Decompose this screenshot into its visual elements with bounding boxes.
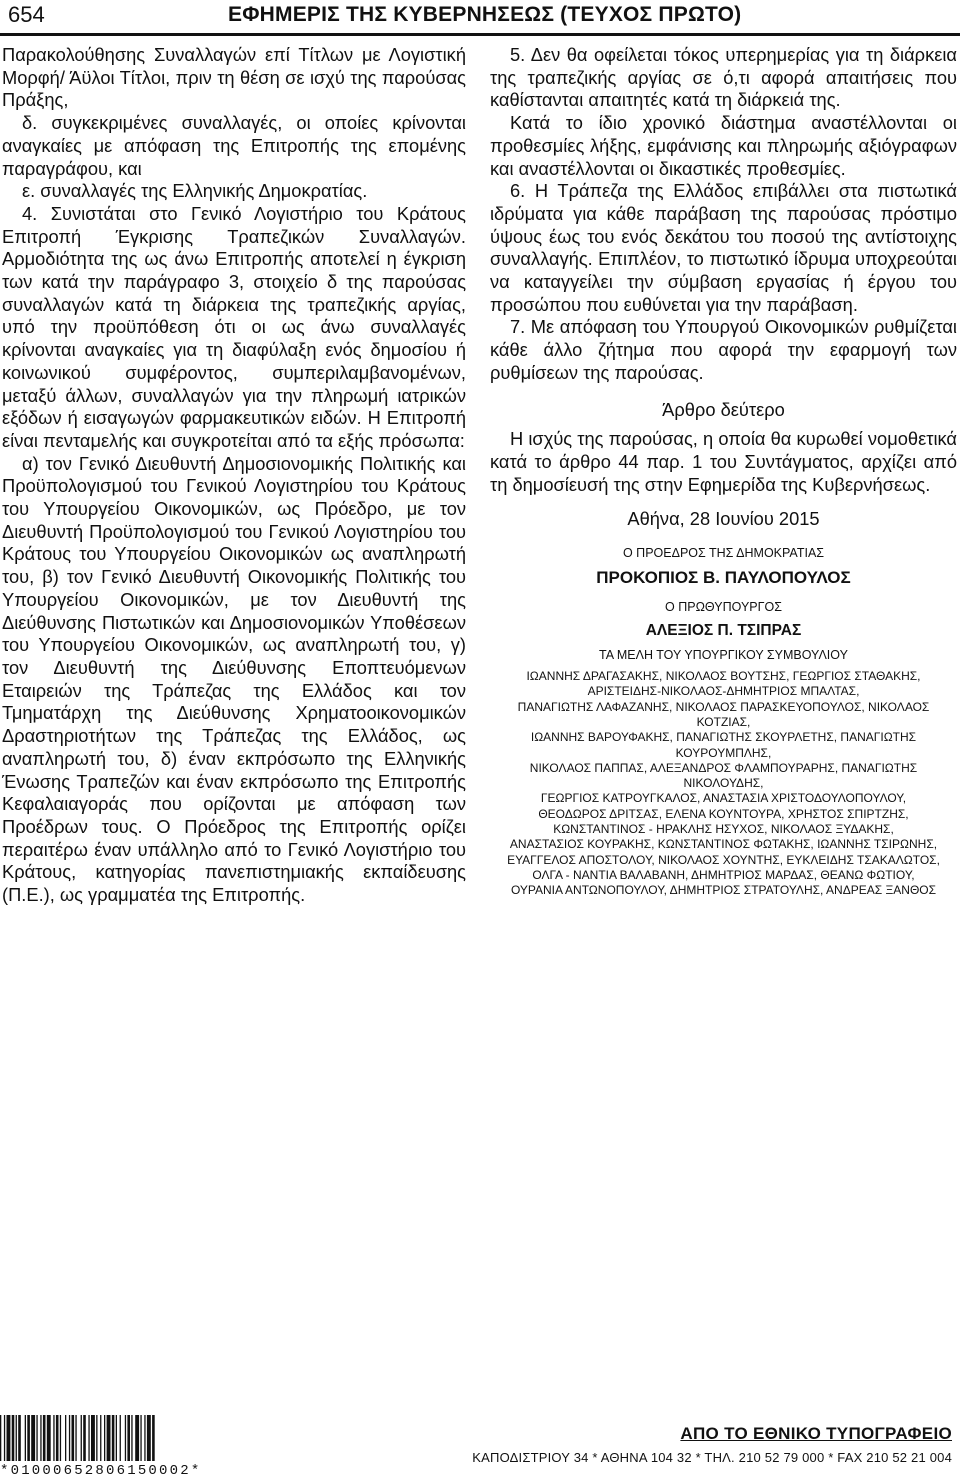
paragraph: 6. Η Τράπεζα της Ελλάδος επιβάλλει στα πιστωτικά ιδρύματα για κάθε παράβαση της παρούσας πρόστιμο ύψους έως του ενός δεκάτου του ποσού της αντίστοιχης συναλλαγής. Επιπλέον, το πιστωτικό ίδρυμα υποχρεούται να καταγγείλει την σύμβαση εργασίας ή έργου του προσώπου που ευθύνεται για την παράβαση. xyxy=(490,180,957,315)
cabinet-members-list xyxy=(490,669,957,898)
barcode-bar xyxy=(147,1415,151,1461)
barcode xyxy=(0,1415,300,1467)
paragraph: Κατά το ίδιο χρονικό διάστημα αναστέλλονται οι προθεσμίες λήξης, εμφάνισης και πληρωμής αξιόγραφων και αναστέλλονται οι δικαστικές προθεσμίες. xyxy=(490,112,957,179)
member-line: ΓΕΩΡΓΙΟΣ ΚΑΤΡΟΥΓΚΑΛΟΣ, ΑΝΑΣΤΑΣΙΑ ΧΡΙΣΤΟΔΟΥΛΟΠΟΥΛΟΥ, xyxy=(540,791,907,806)
barcode-bar xyxy=(65,1415,66,1461)
barcode-bar xyxy=(81,1415,82,1461)
barcode-bar xyxy=(127,1415,130,1461)
member-line: ΙΩΑΝΝΗΣ ΔΡΑΓΑΣΑΚΗΣ, ΝΙΚΟΛΑΟΣ ΒΟΥΤΣΗΣ, ΓΕΩΡΓΙΟΣ ΣΤΑΘΑΚΗΣ, xyxy=(526,669,921,684)
barcode-bar xyxy=(16,1415,17,1461)
member-line: ΠΑΝΑΓΙΩΤΗΣ ΛΑΦΑΖΑΝΗΣ, ΝΙΚΟΛΑΟΣ ΠΑΡΑΣΚΕΥΟΠΟΥΛΟΣ, ΝΙΚΟΛΑΟΣ ΚΟΤΖΙΑΣ, xyxy=(517,699,930,729)
barcode-bar xyxy=(25,1415,26,1461)
barcode-bar xyxy=(43,1415,46,1461)
member-line: ΝΙΚΟΛΑΟΣ ΠΑΠΠΑΣ, ΑΛΕΞΑΝΔΡΟΣ ΦΛΑΜΠΟΥΡΑΡΗΣ, ΠΑΝΑΓΙΩΤΗΣ ΝΙΚΟΛΟΥΔΗΣ, xyxy=(529,760,918,791)
barcode-bar xyxy=(75,1415,76,1461)
barcode-bar xyxy=(69,1415,70,1461)
right-column xyxy=(490,44,957,899)
gazette-title: ΕΦΗΜΕΡΙΣ ΤΗΣ ΚΥΒΕΡΝΗΣΕΩΣ (ΤΕΥΧΟΣ ΠΡΩΤΟ) xyxy=(228,3,742,26)
president-title: Ο ΠΡΟΕΔΡΟΣ ΤΗΣ ΔΗΜΟΚΡΑΤΙΑΣ xyxy=(622,546,825,561)
barcode-bar xyxy=(83,1415,86,1461)
barcode-number: *01000652806150002* xyxy=(0,1463,202,1479)
barcode-bar xyxy=(18,1415,21,1461)
barcode-bar xyxy=(7,1415,11,1461)
barcode-bar xyxy=(104,1415,105,1461)
paragraph: δ. συγκεκριμένες συναλλαγές, οι οποίες κρίνονται αναγκαίες με απόφαση της Επιτροπής της επομένης παραγράφου, και xyxy=(2,112,466,179)
member-line: ΑΡΙΣΤΕΙΔΗΣ-ΝΙΚΟΛΑΟΣ-ΔΗΜΗΤΡΙΟΣ ΜΠΑΛΤΑΣ, xyxy=(587,684,860,699)
member-line: ΚΩΝΣΤΑΝΤΙΝΟΣ - ΗΡΑΚΛΗΣ ΗΣΥΧΟΣ, ΝΙΚΟΛΑΟΣ ΞΥΔΑΚΗΣ, xyxy=(553,822,894,837)
barcode-bar xyxy=(144,1415,145,1461)
barcode-bar xyxy=(12,1415,15,1461)
signature-date: Αθήνα, 28 Ιουνίου 2015 xyxy=(627,508,820,530)
pm-name: ΑΛΕΞΙΟΣ Π. ΤΣΙΠΡΑΣ xyxy=(645,622,802,640)
barcode-bar xyxy=(60,1415,61,1461)
barcode-bar xyxy=(96,1415,97,1461)
paragraph: 5. Δεν θα οφείλεται τόκος υπερημερίας για τη διάρκεια της τραπεζικής αργίας σε ό,τι αφορά απαιτήσεις που καθίστανται απαιτητές κατά τη διάρκειά της. xyxy=(490,44,957,111)
barcode-bar xyxy=(100,1415,101,1461)
barcode-bar xyxy=(72,1415,75,1461)
barcode-bar xyxy=(107,1415,111,1461)
page-number: 654 xyxy=(8,2,45,27)
barcode-bar xyxy=(91,1415,95,1461)
paragraph: 7. Με απόφαση του Υπουργού Οικονομικών ρυθμίζεται κάθε άλλο ζήτημα που αφορά την εφαρμογή των ρυθμίσεων της παρούσας. xyxy=(490,316,957,383)
barcode-bar xyxy=(47,1415,51,1461)
barcode-bar xyxy=(135,1415,139,1461)
article-heading: Άρθρο δεύτερο xyxy=(662,398,785,420)
member-line: ΘΕΟΔΩΡΟΣ ΔΡΙΤΣΑΣ, ΕΛΕΝΑ ΚΟΥΝΤΟΥΡΑ, ΧΡΗΣΤΟΣ ΣΠΙΡΤΖΗΣ, xyxy=(538,806,909,821)
barcode-bar xyxy=(131,1415,132,1461)
member-line: ΟΥΡΑΝΙΑ ΑΝΤΩΝΟΠΟΥΛΟΥ, ΔΗΜΗΤΡΙΟΣ ΣΤΡΑΤΟΥΛΗΣ, ΑΝΔΡΕΑΣ ΞΑΝΘΟΣ xyxy=(510,883,937,898)
member-line: ΕΥΑΓΓΕΛΟΣ ΑΠΟΣΤΟΛΟΥ, ΝΙΚΟΛΑΟΣ ΧΟΥΝΤΗΣ, ΕΥΚΛΕΙΔΗΣ ΤΣΑΚΑΛΩΤΟΣ, xyxy=(507,852,940,867)
barcode-bar xyxy=(120,1415,121,1461)
barcode-bar xyxy=(116,1415,117,1461)
barcode-bar xyxy=(53,1415,54,1461)
page-header xyxy=(0,0,960,30)
barcode-bar xyxy=(125,1415,126,1461)
barcode-bar xyxy=(40,1415,41,1461)
member-line: ΙΩΑΝΝΗΣ ΒΑΡΟΥΦΑΚΗΣ, ΠΑΝΑΓΙΩΤΗΣ ΣΚΟΥΡΛΕΤΗΣ, ΠΑΝΑΓΙΩΤΗΣ ΚΟΥΡΟΥΜΠΛΗΣ, xyxy=(530,730,917,760)
paragraph: Παρακολούθησης Συναλλαγών επί Τίτλων με Λογιστική Μορφή/ Άϋλοι Τίτλοι, πριν τη θέση σε ισχύ της παρούσας Πράξης, xyxy=(2,44,466,111)
paragraph: ε. συναλλαγές της Ελληνικής Δημοκρατίας. xyxy=(22,180,368,202)
barcode-bar xyxy=(112,1415,115,1461)
header-divider xyxy=(0,33,960,36)
barcode-bar xyxy=(56,1415,59,1461)
barcode-bar xyxy=(0,1415,1,1461)
member-line: ΑΝΑΣΤΑΣΙΟΣ ΚΟΥΡΑΚΗΣ, ΚΩΝΣΤΑΝΤΙΝΟΣ ΦΩΤΑΚΗΣ, ΙΩΑΝΝΗΣ ΤΣΙΡΩΝΗΣ, xyxy=(509,837,938,852)
paragraph: 4. Συνιστάται στο Γενικό Λογιστήριο του Κράτους Επιτροπή Έγκρισης Τραπεζικών Συναλλαγών. Αρμοδιότητα της ως άνω Επιτροπής αποτελεί η έγκριση των κατά την παράγραφο 3, στοιχείο δ της παρούσας συναλλαγών κατά τη διάρκεια της τραπεζικής αργίας, υπό την προϋπόθεση ότι οι ως άνω συναλλαγές κρίνονται αναγκαίες για τη διαφύλαξη ενός δημοσίου ή κοινωνικού συμφέροντος, συμπεριλαμβανομένων, μεταξύ άλλων, συναλλαγών για την πληρωμή ιατρικών εξόδων ή εισαγωγών φαρμακευτικών ειδών. Η Επιτροπή είναι πενταμελής και συγκροτείται από τα εξής πρόσωπα: xyxy=(2,202,466,451)
printer-name: ΑΠΟ ΤΟ ΕΘΝΙΚΟ ΤΥΠΟΓΡΑΦΕΙΟ xyxy=(680,1424,952,1443)
barcode-bar xyxy=(36,1415,37,1461)
printer-address: ΚΑΠΟΔΙΣΤΡΙΟΥ 34 * ΑΘΗΝΑ 104 32 * ΤΗΛ. 210 52 79 000 * FAX 210 52 21 004 xyxy=(472,1450,952,1465)
left-column xyxy=(2,44,466,907)
paragraph: α) τον Γενικό Διευθυντή Δημοσιονομικής Πολιτικής και Προϋπολογισμού του Γενικού Λογιστηρίου του Κράτους του Υπουργείου Οικονομικών, ως Πρόεδρο, με τον Διευθυντή Προϋπολογισμού του Γενικού Λογιστηρίου του Κράτους του Υπουργείου Οικονομικών ως αναπληρωτή του, β) τον Γενικό Διευθυντή Οικονομικής Πολιτικής του Υπουργείου Οικονομικών, με τον Διευθυντή της Διεύθυνσης Πιστωτικών και Δημοσιονομικών Υποθέσεων του Υπουργείου Οικονομικών, ως αναπληρωτή του, γ) τον Διευθυντή της Διεύθυνσης Εποπτευόμενων Εταιρειών της Τράπεζας της Ελλάδος και τον Τμηματάρχη της Διεύθυνσης Χρηματοοικονομικών Δραστηριοτήτων της Τράπεζας της Ελλάδος, ως αναπληρωτή του, δ) έναν εκπρόσωπο της Ελληνικής Ένωσης Τραπεζών και έναν εκπρόσωπο της Επιτροπής Κεφαλαιαγοράς που ορίζονται με απόφαση των Προέδρων τους. Ο Πρόεδρος της Επιτροπής ορίζει περαιτέρω έναν υπάλληλο από το Γενικό Λογιστήριο του Κράτους, κατηγορίας πανεπιστημιακής εκπαίδευσης (Π.Ε.), ως γραμματέα της Επιτροπής. xyxy=(2,452,466,906)
barcode-bar xyxy=(27,1415,30,1461)
barcode-bar xyxy=(140,1415,141,1461)
pm-title: Ο ΠΡΩΘΥΠΟΥΡΓΟΣ xyxy=(665,600,782,615)
barcode-bar xyxy=(88,1415,89,1461)
president-name: ΠΡΟΚΟΠΙΟΣ Β. ΠΑΥΛΟΠΟΥΛΟΣ xyxy=(596,568,851,588)
barcode-bar xyxy=(31,1415,35,1461)
article-text: Η ισχύς της παρούσας, η οποία θα κυρωθεί νομοθετικά κατά το άρθρο 44 παρ. 1 του Συντάγματος, αρχίζει από τη δημοσίευσή της στην Εφημερίδα της Κυβερνήσεως. xyxy=(490,428,957,495)
barcode-bar xyxy=(152,1415,155,1461)
barcode-bar xyxy=(4,1415,5,1461)
cabinet-members-title: ΤΑ ΜΕΛΗ ΤΟΥ ΥΠΟΥΡΓΙΚΟΥ ΣΥΜΒΟΥΛΙΟΥ xyxy=(599,648,848,663)
member-line: ΟΛΓΑ - ΝΑΝΤΙΑ ΒΑΛΑΒΑΝΗ, ΔΗΜΗΤΡΙΟΣ ΜΑΡΔΑΣ, ΘΕΑΝΩ ΦΩΤΙΟΥ, xyxy=(532,867,915,882)
